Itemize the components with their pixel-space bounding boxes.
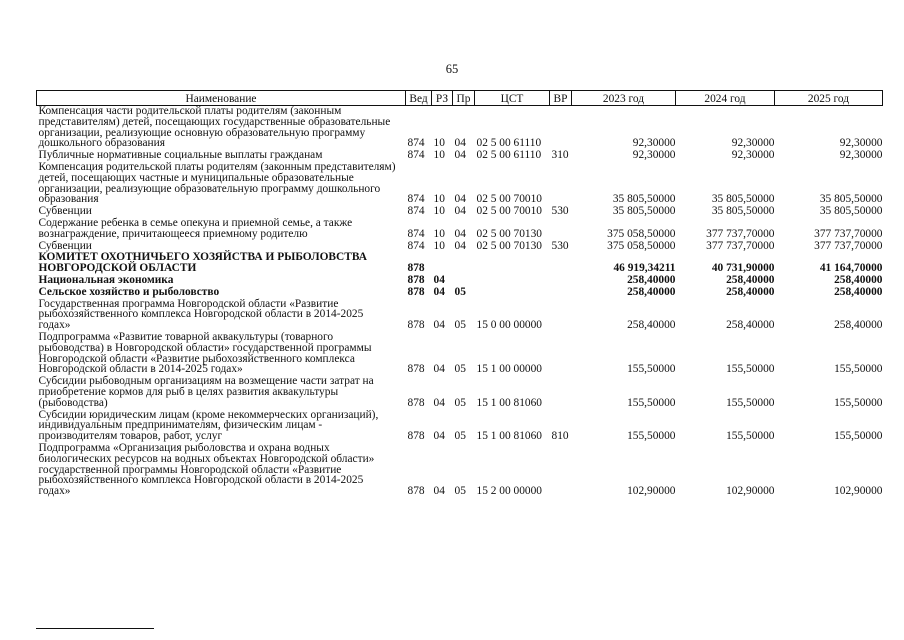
cell-2025: 92,30000: [839, 137, 883, 150]
cell-2025: 258,40000: [834, 319, 883, 332]
cell-ved: 874: [407, 205, 425, 218]
table-row: [37, 376, 883, 409]
cell-2024: 35 805,50000: [711, 193, 775, 206]
table-row: [37, 275, 883, 287]
cell-vr: [550, 106, 572, 151]
table-row: [37, 410, 883, 443]
cell-vr: 530: [551, 239, 569, 252]
budget-table: [36, 90, 883, 498]
header-2023: 2023 год: [572, 91, 676, 106]
cell-2024: 258,40000: [726, 273, 775, 286]
cell-pr: 04: [454, 193, 466, 206]
cell-rz: 04: [433, 285, 445, 298]
cell-2023: 258,40000: [627, 285, 676, 298]
cell-2023: 35 805,50000: [612, 193, 676, 206]
cell-ved: 878: [407, 319, 425, 332]
cell-ved: 874: [407, 149, 425, 162]
cell-name: Субвенции: [38, 205, 92, 218]
table-row: [37, 252, 883, 275]
cell-2023: 102,90000: [627, 485, 676, 498]
cell-name: Субсидии рыбоводным организациям на возмещение части затрат на приобретение кормов для рыб в целях развития аквакультуры (рыбоводства): [38, 375, 374, 409]
cell-2025: 41 164,70000: [819, 262, 883, 275]
cell-2024: 155,50000: [726, 363, 775, 376]
header-ved: Вед: [406, 91, 432, 106]
cell-2025: 258,40000: [834, 285, 883, 298]
cell-cst: 15 1 00 81060: [476, 430, 542, 443]
cell-name: Компенсация части родительской платы родителям (законным представителям) детей, посещающих государственные образовательные организации, реализующие основную образовательную программу дошкольного образования: [38, 105, 391, 150]
table-body: [37, 106, 883, 498]
cell-pr: 04: [454, 227, 466, 240]
cell-cst: 02 5 00 61110: [476, 137, 542, 150]
cell-pr: 04: [454, 137, 466, 150]
cell-name: Подпрограмма «Организация рыболовства и охрана водных биологических ресурсов на водных объектах Новгородской области» государственной программы Новгородской области «Развитие рыбохозяйственного комплекса Новгородской области в 2014-2025 годах»: [38, 441, 375, 498]
cell-cst: [475, 275, 550, 287]
cell-ved: 878: [407, 430, 425, 443]
cell-rz: 10: [433, 193, 445, 206]
cell-pr: 04: [454, 239, 466, 252]
cell-cst: 02 5 00 70130: [476, 227, 542, 240]
header-2024: 2024 год: [676, 91, 775, 106]
cell-2023: 92,30000: [632, 137, 676, 150]
cell-2024: 92,30000: [731, 137, 775, 150]
footer-divider: [36, 628, 154, 629]
cell-rz: 10: [433, 205, 445, 218]
header-rz: РЗ: [432, 91, 453, 106]
cell-pr: 04: [454, 205, 466, 218]
cell-2023: 258,40000: [627, 273, 676, 286]
cell-cst: 02 5 00 70010: [476, 193, 542, 206]
cell-name: Подпрограмма «Развитие товарной аквакультуры (товарного рыбоводства) в Новгородской области» государственной программы Новгородской области «Развитие рыбохозяйственного комплекса Новгородской области в 2014-2025 годах»: [38, 330, 372, 376]
cell-2023: 155,50000: [627, 396, 676, 409]
cell-ved: 878: [407, 363, 425, 376]
header-vr: ВР: [550, 91, 572, 106]
cell-ved: 878: [407, 396, 425, 409]
cell-ved: 874: [407, 193, 425, 206]
cell-rz: 04: [433, 430, 445, 443]
cell-cst: 02 5 00 70130: [476, 239, 542, 252]
cell-2024: 40 731,90000: [711, 262, 775, 275]
cell-pr: 05: [454, 285, 466, 298]
cell-2024: 377 737,70000: [706, 239, 775, 252]
cell-cst: 15 2 00 00000: [476, 485, 542, 498]
cell-2025: 102,90000: [834, 485, 883, 498]
cell-vr: 310: [551, 149, 569, 162]
cell-pr: 05: [454, 319, 466, 332]
cell-2025: 35 805,50000: [819, 193, 883, 206]
cell-pr: 05: [454, 430, 466, 443]
cell-2024: 92,30000: [731, 149, 775, 162]
cell-vr: 530: [551, 205, 569, 218]
cell-pr: 05: [454, 396, 466, 409]
table-header-row: [37, 91, 883, 106]
cell-name: Национальная экономика: [38, 273, 174, 286]
cell-name: Содержание ребенка в семье опекуна и приемной семье, а также вознаграждение, причитающееся приемному родителю: [38, 216, 353, 240]
cell-name: Публичные нормативные социальные выплаты гражданам: [38, 149, 323, 162]
table-row: [37, 332, 883, 376]
cell-vr: 810: [551, 430, 569, 443]
cell-2023: 35 805,50000: [612, 205, 676, 218]
header-pr: Пр: [453, 91, 475, 106]
cell-2024: 102,90000: [726, 485, 775, 498]
cell-2023: 92,30000: [632, 149, 676, 162]
cell-rz: 04: [433, 363, 445, 376]
cell-cst: 15 0 00 00000: [476, 319, 542, 332]
header-2025: 2025 год: [775, 91, 883, 106]
cell-vr: [550, 218, 572, 241]
cell-vr: [550, 252, 572, 275]
cell-ved: 878: [407, 485, 425, 498]
cell-vr: [550, 162, 572, 206]
table-row: [37, 287, 883, 299]
cell-rz: 04: [433, 273, 445, 286]
cell-vr: [550, 443, 572, 498]
cell-cst: 02 5 00 61110: [476, 149, 542, 162]
cell-name: Субсидии юридическим лицам (кроме некоммерческих организаций), индивидуальным предпринимателям, физическим лицам - производителям товаров, работ, услуг: [38, 408, 379, 443]
cell-vr: [550, 275, 572, 287]
cell-2024: 377 737,70000: [706, 227, 775, 240]
cell-vr: [550, 376, 572, 409]
cell-2025: 155,50000: [834, 363, 883, 376]
cell-vr: [550, 299, 572, 332]
cell-cst: 15 1 00 81060: [476, 396, 542, 409]
cell-2023: 258,40000: [627, 319, 676, 332]
cell-name: Субвенции: [38, 239, 92, 252]
cell-2025: 258,40000: [834, 273, 883, 286]
cell-rz: 10: [433, 149, 445, 162]
cell-2023: 46 919,34211: [613, 262, 676, 275]
cell-2025: 155,50000: [834, 396, 883, 409]
cell-cst: [475, 287, 550, 299]
cell-rz: 04: [433, 319, 445, 332]
cell-rz: [432, 252, 453, 275]
cell-2023: 375 058,50000: [607, 239, 676, 252]
cell-2025: 377 737,70000: [814, 239, 883, 252]
cell-rz: 10: [433, 227, 445, 240]
cell-ved: 874: [407, 227, 425, 240]
cell-2024: 258,40000: [726, 319, 775, 332]
table-row: [37, 162, 883, 206]
table-row: [37, 443, 883, 498]
header-name: Наименование: [37, 91, 406, 106]
cell-ved: 878: [407, 285, 425, 298]
cell-rz: 10: [433, 239, 445, 252]
cell-rz: 04: [433, 485, 445, 498]
cell-ved: 874: [407, 137, 425, 150]
cell-rz: 04: [433, 396, 445, 409]
cell-pr: 05: [454, 363, 466, 376]
cell-2024: 155,50000: [726, 396, 775, 409]
cell-2024: 155,50000: [726, 430, 775, 443]
table-row: [37, 299, 883, 332]
cell-ved: 878: [407, 273, 425, 286]
cell-2025: 155,50000: [834, 430, 883, 443]
cell-name: Компенсация родительской платы родителям (законным представителям) детей, посещающих частные и муниципальные образовательные организации, реализующие образовательную программу дошкольного образования: [38, 160, 396, 206]
cell-2025: 92,30000: [839, 149, 883, 162]
cell-cst: [475, 252, 550, 275]
cell-pr: [453, 252, 475, 275]
cell-cst: 15 1 00 00000: [476, 363, 542, 376]
table-row: [37, 218, 883, 241]
cell-2025: 377 737,70000: [814, 227, 883, 240]
cell-pr: 04: [454, 149, 466, 162]
cell-pr: [453, 275, 475, 287]
cell-ved: 878: [407, 262, 425, 275]
cell-rz: 10: [433, 137, 445, 150]
cell-pr: 05: [454, 485, 466, 498]
cell-2024: 258,40000: [726, 285, 775, 298]
cell-name: Государственная программа Новгородской области «Развитие рыбохозяйственного комплекса Новгородской области в 2014-2025 годах»: [38, 297, 364, 332]
cell-cst: 02 5 00 70010: [476, 205, 542, 218]
cell-2023: 375 058,50000: [607, 227, 676, 240]
cell-ved: 874: [407, 239, 425, 252]
cell-2023: 155,50000: [627, 363, 676, 376]
cell-2023: 155,50000: [627, 430, 676, 443]
cell-name: Сельское хозяйство и рыболовство: [38, 285, 220, 298]
cell-2025: 35 805,50000: [819, 205, 883, 218]
cell-name: КОМИТЕТ ОХОТНИЧЬЕГО ХОЗЯЙСТВА И РЫБОЛОВСТВА НОВГОРОДСКОЙ ОБЛАСТИ: [38, 251, 367, 275]
table-row: [37, 106, 883, 151]
cell-2024: 35 805,50000: [711, 205, 775, 218]
header-cst: ЦСТ: [475, 91, 550, 106]
cell-vr: [550, 332, 572, 376]
cell-vr: [550, 287, 572, 299]
page-number: 65: [445, 62, 459, 76]
